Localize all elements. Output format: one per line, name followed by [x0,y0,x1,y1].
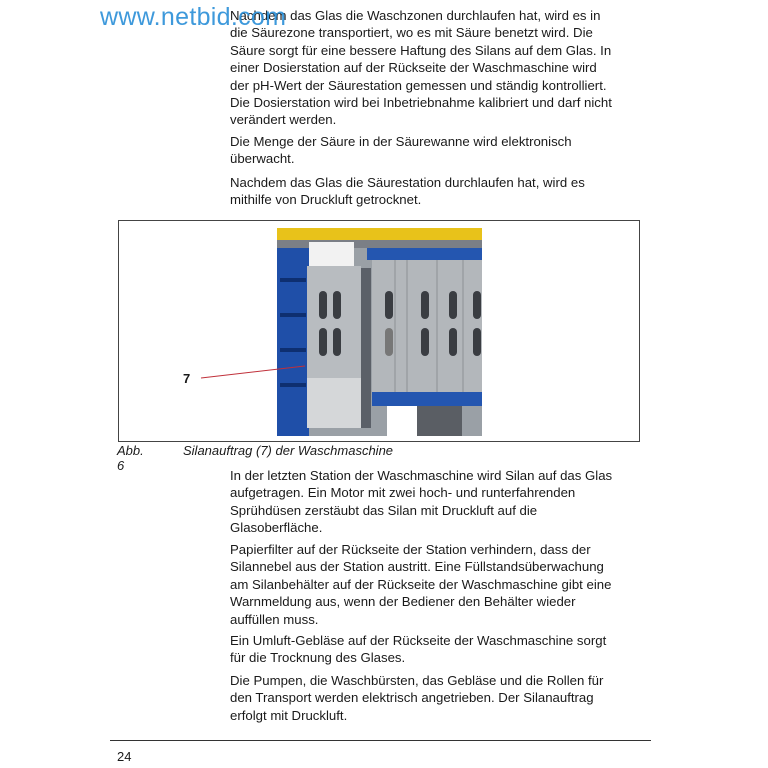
caption-text: Silanauftrag (7) der Waschmaschine [183,443,394,458]
text-line: einer Dosierstation auf der Rückseite der Waschmaschine wird [230,60,597,76]
text-line: Nachdem das Glas die Säurestation durchlaufen hat, wird es [230,175,585,190]
text-line: Nachdem das Glas die Waschzonen durchlaufen hat, wird es in [230,8,601,23]
text-line: die Säurezone transportiert, wo es mit Säure benetzt wird. Die [230,25,593,41]
paragraph-blower [230,632,606,667]
text-line: verändert werden. [230,112,337,128]
text-line: Die Menge der Säure in der Säurewanne wird elektronisch [230,134,572,149]
caption-number: Abb. 6 [117,443,144,473]
text-line: für die Trocknung des Glases. [230,650,406,666]
text-line: Säure sorgt für eine bessere Haftung des Silans auf dem Glas. In [230,42,612,58]
watermark: www.netbid.com [100,3,287,31]
text-line: den Transport werden elektrisch angetrieben. Der Silanauftrag [230,690,594,706]
text-line: mithilfe von Druckluft getrocknet. [230,192,422,208]
text-line: Die Dosierstation wird bei Inbetriebnahme kalibriert und darf nicht [230,95,612,111]
text-line: überwacht. [230,151,295,167]
paragraph-acid-zone [230,7,612,129]
figure-frame [118,220,640,442]
paragraph-silane [230,467,612,537]
text-line: Ein Umluft-Gebläse auf der Rückseite der Waschmaschine sorgt [230,633,607,648]
page-number: 24 [117,749,132,764]
footer-divider [110,740,651,741]
text-line: Sprühdüsen zerstäubt das Silan mit Druckluft auf die [230,502,538,518]
text-line: Glasoberfläche. [230,520,323,536]
paragraph-acid-monitor [230,133,572,168]
text-line: Silannebel aus der Station austritt. Eine Füllstandsüberwachung [230,559,604,575]
text-line: Warnmeldung aus, wenn der Bediener den Behälter wieder [230,594,576,610]
callout-line [199,361,309,381]
text-line: am Silanbehälter auf der Rückseite der Waschmaschine gibt eine [230,576,612,592]
text-line: erfolgt mit Druckluft. [230,707,348,723]
text-line: In der letzten Station der Waschmaschine wird Silan auf das Glas [230,468,613,483]
callout-label: 7 [183,371,191,386]
text-line: auffüllen muss. [230,611,319,627]
paragraph-drives [230,672,603,724]
paragraph-drying [230,174,585,209]
text-line: aufgetragen. Ein Motor mit zwei hoch- und runterfahrenden [230,485,576,501]
paragraph-filter [230,541,611,628]
text-line: Papierfilter auf der Rückseite der Station verhindern, dass der [230,542,591,557]
text-line: Die Pumpen, die Waschbürsten, das Gebläse und die Rollen für [230,673,604,688]
machine-photo [277,228,482,436]
text-line: der pH-Wert der Säurestation gemessen und ständig kontrolliert. [230,77,607,93]
